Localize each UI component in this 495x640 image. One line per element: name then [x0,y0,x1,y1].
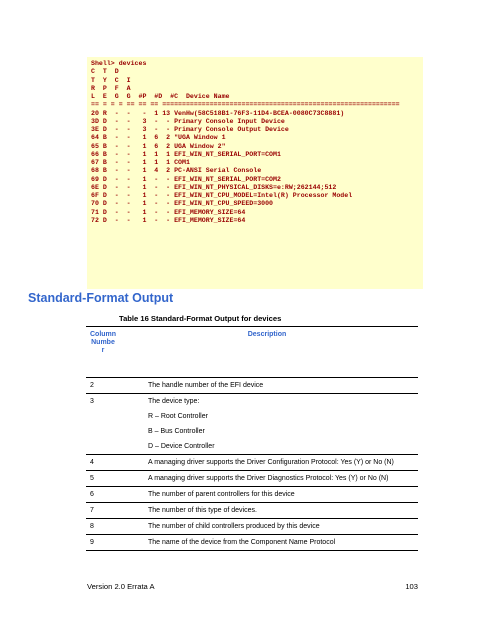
description-cell [146,394,418,454]
table-header-row [86,327,418,378]
description-cell [146,455,418,470]
description-cell [146,503,418,518]
table-row [86,471,418,487]
table-body [86,378,418,551]
column-number-cell: 3 [90,398,94,405]
column-number-cell: 4 [90,459,94,466]
description-text: A managing driver supports the Driver Configuration Protocol: Yes (Y) or No (N) [148,459,394,466]
standard-format-table [86,326,418,551]
description-header: Description [247,331,287,338]
description-text: The number of child controllers produced by this device [148,523,320,530]
description-text: The name of the device from the Component Name Protocol [148,539,336,546]
description-text: D – Device Controller [148,443,215,450]
description-cell [146,378,418,393]
column-number-cell: 8 [90,523,94,530]
description-cell [146,487,418,502]
description-text: A managing driver supports the Driver Diagnostics Protocol: Yes (Y) or No (N) [148,475,389,482]
description-cell [146,471,418,486]
description-text: R – Root Controller [148,413,208,420]
section-heading: Standard-Format Output [28,291,174,305]
description-text: The device type: [148,398,200,405]
table-caption: Table 16 Standard-Format Output for devices [119,314,282,323]
table-row [86,455,418,471]
column-number-header: Column Numbe r [90,331,117,354]
table-row [86,487,418,503]
shell-output-text: Shell> devices C T D T Y C I R P F A L E G G #P #D #C Device Name == = = = == == == ============================================================ 20 R - - - 1 13 VenHw(58C518B1-76F3-11D4-BCEA-0080C73C8881) 3D D - - 3 - - Primary Console Input Device 3E D - - 3 - - Primary Console Output Device 64 B - - 1 6 2 "UGA Window 1 65 B - - 1 6 2 UGA Window 2" 66 B - - 1 1 1 EFI_WIN_NT_SERIAL_PORT=COM1 67 B - - 1 1 1 COM1 68 B - - 1 4 2 PC-ANSI Serial Console 69 D - - 1 - - EFI_WIN_NT_SERIAL_PORT=COM2 6E D - - 1 - - EFI_WIN_NT_PHYSICAL_DISKS=e:RW;262144;512 6F D - - 1 - - EFI_WIN_NT_CPU_MODEL=Intel(R) Processor Model 70 D - - 1 - - EFI_WIN_NT_CPU_SPEED=3000 71 D - - 1 - - EFI_MEMORY_SIZE=64 72 D - - 1 - - EFI_MEMORY_SIZE=64 [91,60,400,224]
column-number-cell: 7 [90,507,94,514]
code-example-block [87,57,423,289]
description-text: The handle number of the EFI device [148,382,264,389]
column-number-cell: 5 [90,475,94,482]
table-row [86,519,418,535]
table-row [86,535,418,551]
column-number-cell: 9 [90,539,94,546]
column-number-cell: 6 [90,491,94,498]
table-row [86,394,418,455]
description-cell [146,535,418,550]
description-text: The number of parent controllers for this device [148,491,295,498]
description-text: The number of this type of devices. [148,507,257,514]
column-number-cell: 2 [90,382,94,389]
description-cell [146,519,418,534]
description-text: B – Bus Controller [148,428,205,435]
table-row [86,503,418,519]
footer-page-number: 103 [405,582,418,591]
footer-version: Version 2.0 Errata A [87,582,155,591]
table-row [86,378,418,394]
